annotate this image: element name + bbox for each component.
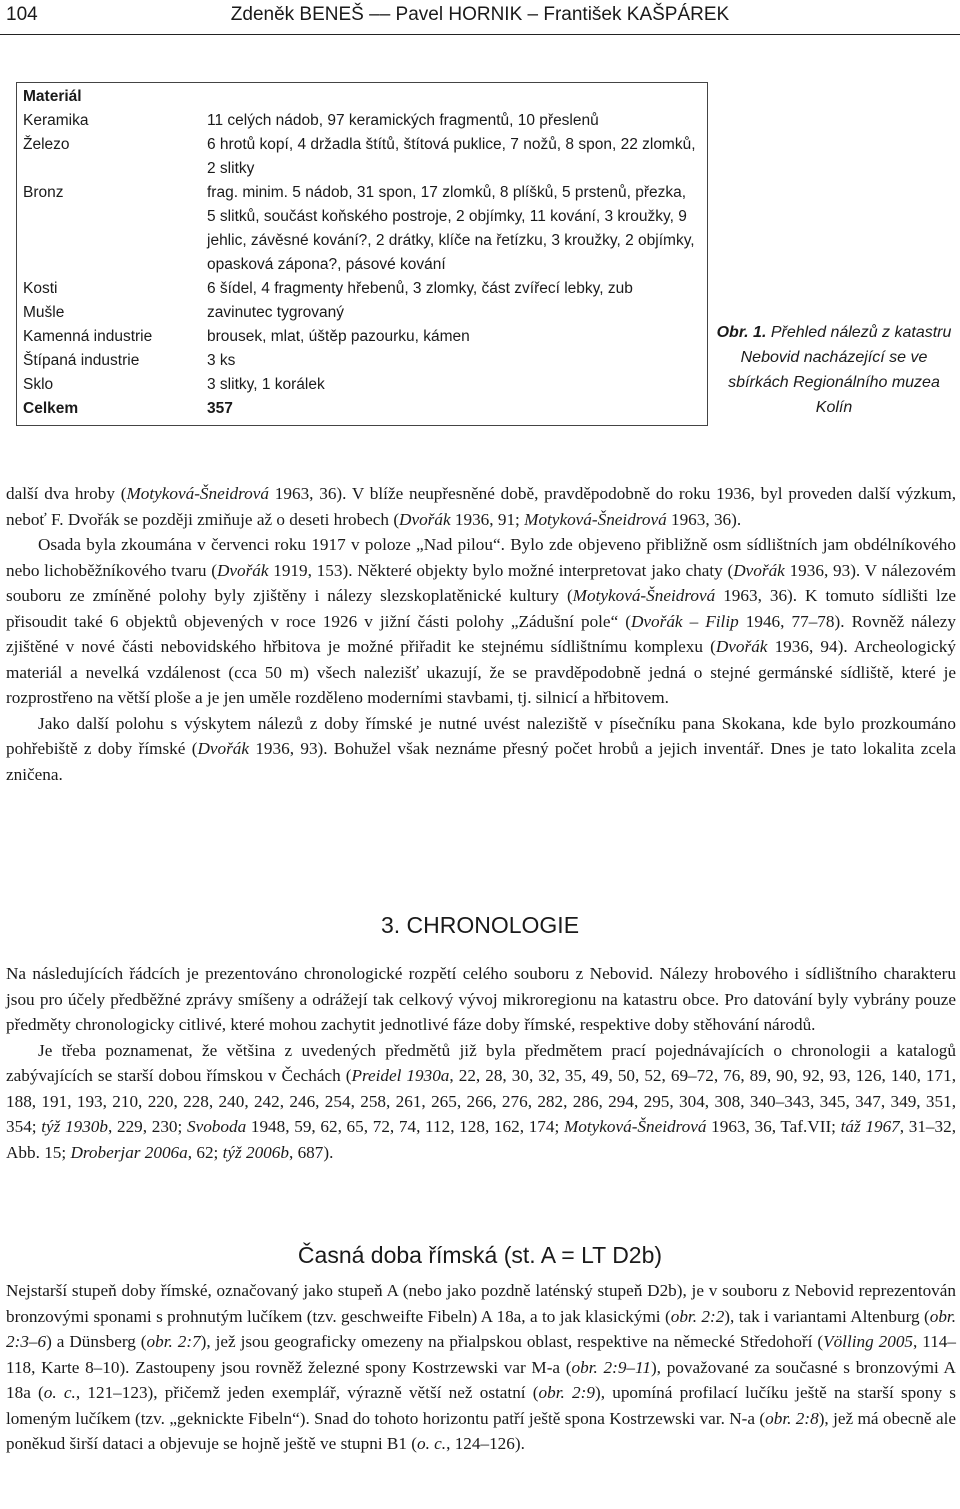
table-row — [17, 373, 708, 397]
table-row — [17, 109, 708, 133]
table-cell-value: zavinutec tygrovaný — [207, 304, 344, 321]
running-header-authors: Zdeněk BENEŠ –– Pavel HORNIK – František KAŠPÁREK — [230, 4, 730, 25]
paragraph: Osada byla zkoumána v červenci roku 1917 v poloze „Nad pilou“. Bylo zde objeveno přibližně osm sídlištních jam obdélníkového nebo lichoběžníkového tvaru (Dvořák 1919, 153). Některé objekty bylo možné interpretovat jako chaty (Dvořák 1936, 93). V nálezovém souboru ze zmíněné polohy byly zjištěny i nálezy slezskoplatěnické kultury (Motyková-Šneidrová 1963, 36). K tomuto sídlišti lze přisoudit také 6 objektů objevených v roce 1926 v jižní části polohy „Zádušní pole“ (Dvořák – Filip 1946, 77–78). Rovněž nálezy zjištěné v nové části nebovidského hřbitova je možné přiřadit ke stejnému sídlištnímu komplexu (Dvořák 1936, 94). Archeologický materiál a nevelká vzdálenost (cca 50 m) všech nalezišť ukazují, že se pravděpodobně jedná o stejné germánské sídliště, které je rozprostřeno na větší ploše a je jen uměle rozděleno moderními stavbami, tj. silnicí a hřbitovem. — [6, 535, 957, 707]
table-cell-value: 11 celých nádob, 97 keramických fragmentů, 10 přeslenů — [207, 112, 599, 129]
paragraph: Nejstarší stupeň doby římské, označovaný jako stupeň A (nebo jako pozdně laténský stupeň D2b), je v souboru z Nebovid reprezentován bronzovými sponami s prohnutým lučíkem (tzv. geschweifte Fibeln) A 18a, a to jak klasickými (obr. 2:2), tak i variantami Altenburg (obr. 2:3–6) a Dünsberg (obr. 2:7), jež jsou geograficky omezeny na přialpskou oblast, respektive na německé Středohoří (Völling 2005, 114–118, Karte 8–10). Zastoupeny jsou rovněž železné spony Kostrzewski var M-a (obr. 2:9–11), považované za současné s bronzovými A 18a (o. c., 121–123), přičemž jeden exemplář, výrazně větší než ostatní (obr. 2:9), upomíná profilací lučíku ještě na starší spony s lomeným lučíkem (tzv. „geknickte Fibeln“). Snad do tohoto horizontu patří ještě spona Kostrzewski var. N-a (obr. 2:8), jež má obecně ale poněkud širší dataci a objevuje se hojně ještě ve stupni B1 (o. c., 124–126). — [6, 1281, 956, 1453]
table-total-row — [17, 397, 708, 426]
table-cell-label: Keramika — [23, 112, 89, 129]
figure-caption-number: Obr. 1. — [716, 324, 767, 341]
table-cell-value: frag. minim. 5 nádob, 31 spon, 17 zlomků, 8 plíšků, 5 prstenů, přezka, 5 slitků, součást koňského postroje, 2 objímky, 11 kování, 3 kroužky, 9 jehlic, závěsné kování?, 2 drátky, klíče na řetízku, 3 kroužky, 2 objímky, opasková zápona?, pásové kování — [207, 184, 695, 273]
table-cell-label: Železo — [23, 136, 70, 153]
table-cell-label: Štípaná industrie — [23, 352, 140, 369]
table-row — [17, 277, 708, 301]
section-chronology-text — [6, 961, 956, 1165]
table-cell-label: Kamenná industrie — [23, 328, 153, 345]
table-cell-value: 6 šídel, 4 fragmenty hřebenů, 3 zlomky, část zvířecí lebky, zub — [207, 280, 633, 297]
table-row — [17, 181, 708, 277]
section-intro-text — [6, 481, 956, 787]
table-cell-label: Mušle — [23, 304, 65, 321]
paragraph: Jako další polohu s výskytem nálezů z doby římské je nutné uvést naleziště v písečníku pana Skokana, kde bylo prozkoumáno pohřebiště z doby římské (Dvořák 1936, 93). Bohužel však neznáme přesný počet hrobů a jejich inventář. Dnes je tato lokalita zcela zničena. — [6, 713, 956, 784]
table-header-row — [17, 83, 708, 110]
table-cell-value: 3 ks — [207, 352, 236, 369]
figure-caption — [716, 320, 952, 420]
figure-caption-text: Přehled nálezů z katastru Nebovid nacházející se ve sbírkách Regionálního muzea Kolín — [728, 324, 952, 416]
paragraph: Na následujících řádcích je prezentováno chronologické rozpětí celého souboru z Nebovid. Nálezy hrobového i sídlištního charakteru jsou pro účely předběžné zprávy smíšeny a odrážejí tak celkový vývoj mikroregionu na katastru obce. Pro datování byly vybrány pouze předměty chronologicky citlivé, které mohou zachytit jednotlivé fáze doby římské, respektive doby stěhování národů. — [6, 964, 956, 1034]
table-cell-value: 3 slitky, 1 korálek — [207, 376, 325, 393]
subsection-heading-early-roman: Časná doba římská (st. A = LT D2b) — [297, 1242, 663, 1268]
table-cell-label: Sklo — [23, 376, 54, 393]
section-heading-chronology: 3. CHRONOLOGIE — [380, 912, 580, 938]
table-total-value: 357 — [207, 400, 233, 417]
table-cell-value: 6 hrotů kopí, 4 držadla štítů, štítová puklice, 7 nožů, 8 spon, 22 zlomků, 2 slitky — [207, 136, 696, 177]
table-row — [17, 301, 708, 325]
table-total-label: Celkem — [23, 400, 79, 417]
table-row — [17, 349, 708, 373]
table-cell-label: Bronz — [23, 184, 64, 201]
page-number: 104 — [6, 4, 38, 25]
table-cell-value: brousek, mlat, úštěp pazourku, kámen — [207, 328, 470, 345]
table-cell-label: Kosti — [23, 280, 58, 297]
table-row — [17, 325, 708, 349]
table-row — [17, 133, 708, 181]
running-header — [0, 0, 960, 35]
section-early-roman-text — [6, 1278, 956, 1457]
paragraph: Je třeba poznamenat, že většina z uvedených předmětů již byla předmětem prací pojednávajících o chronologii a katalogů zabývajících se starší dobou římskou v Čechách (Preidel 1930a, 22, 28, 30, 32, 35, 49, 50, 52, 69–72, 76, 89, 90, 92, 93, 126, 140, 171, 188, 191, 193, 210, 220, 228, 240, 242, 246, 254, 258, 261, 265, 266, 276, 282, 286, 294, 295, 304, 308, 340–343, 345, 347, 349, 351, 354; týž 1930b, 229, 230; Svoboda 1948, 59, 62, 65, 72, 74, 112, 128, 162, 174; Motyková-Šneidrová 1963, 36, Taf.VII; táž 1967, 31–32, Abb. 15; Droberjar 2006a, 62; týž 2006b, 687). — [6, 1040, 957, 1162]
table-header-material: Materiál — [23, 88, 82, 105]
finds-table — [16, 82, 708, 426]
paragraph: další dva hroby (Motyková-Šneidrová 1963, 36). V blíže neupřesněné době, pravděpodobně do roku 1936, byl proveden další výzkum, neboť F. Dvořák se později zmiňuje až o deseti hrobech (Dvořák 1936, 91; Motyková-Šneidrová 1963, 36). — [6, 484, 956, 529]
